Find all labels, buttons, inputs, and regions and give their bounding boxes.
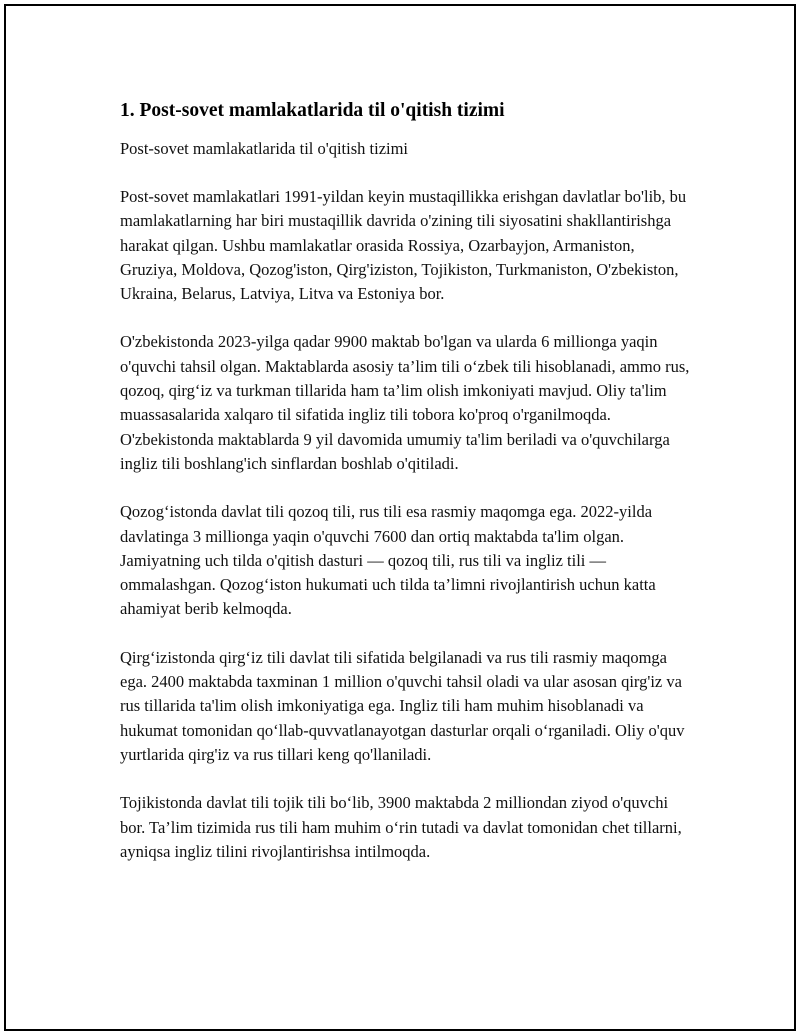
paragraph-overview: Post-sovet mamlakatlari 1991-yildan keyin mustaqillikka erishgan davlatlar bo'lib, bu mamlakatlarning har biri mustaqillik davrida o'zining tili siyosatini shakllantirishga harakat qilgan. Ushbu mamlakatlar orasida Rossiya, Ozarbayjon, Armaniston, Gruziya, Moldova, Qozog'iston, Qirg'iziston, Tojikiston, Turkmaniston, O'zbekiston, Ukraina, Belarus, Latviya, Litva va Estoniya bor. bbox=[120, 187, 687, 304]
paragraph-kazakhstan: Qozog‘istonda davlat tili qozoq tili, rus tili esa rasmiy maqomga ega. 2022-yilda davlatinga 3 millionga yaqin o'quvchi 7600 dan ortiq maktabda ta'lim olgan. Jamiyatning uch tilda o'qitish dasturi — qozoq tili, rus tili va ingliz tili — ommalashgan. Qozog‘iston hukumati uch tilda ta’limni rivojlantirish uchun katta ahamiyat berib kelmoqda. bbox=[120, 502, 656, 619]
document-heading: 1. Post-sovet mamlakatlarida til o'qitish tizimi bbox=[120, 100, 505, 121]
document-body bbox=[120, 98, 695, 888]
page-frame bbox=[4, 4, 796, 1031]
paragraph-tajikistan: Tojikistonda davlat tili tojik tili bo‘lib, 3900 maktabda 2 milliondan ziyod o'quvchi bor. Ta’lim tizimida rus tili ham muhim o‘rin tutadi va davlat tomonidan chet tillarni, ayniqsa ingliz tilini rivojlantirishsa intilmoqda. bbox=[120, 793, 682, 861]
paragraph-uzbekistan: O'zbekistonda 2023-yilga qadar 9900 maktab bo'lgan va ularda 6 millionga yaqin o'quvchi tahsil olgan. Maktablarda asosiy ta’lim tili o‘zbek tili hisoblanadi, ammo rus, qozoq, qirg‘iz va turkman tillarida ham ta’lim olish imkoniyati mavjud. Oliy ta'lim muassasalarida xalqaro til sifatida ingliz tili tobora ko'proq o'rganilmoqda. O'zbekistonda maktablarda 9 yil davomida umumiy ta'lim beriladi va o'quvchilarga ingliz tili boshlang'ich sinflardan boshlab o'qitiladi. bbox=[120, 332, 690, 473]
document-subtitle: Post-sovet mamlakatlarida til o'qitish tizimi bbox=[120, 139, 409, 158]
paragraph-kyrgyzstan: Qirg‘izistonda qirg‘iz tili davlat tili sifatida belgilanadi va rus tili rasmiy maqomga ega. 2400 maktabda taxminan 1 million o'quvchi tahsil oladi va ular asosan qirg'iz va rus tillarida ta'lim olish imkoniyatiga ega. Ingliz tili ham muhim hisoblanadi va hukumat tomonidan qo‘llab-quvvatlanayotgan dasturlar orqali o‘rganiladi. Oliy o'quv yurtlarida qirg'iz va rus tillari keng qo'llaniladi. bbox=[120, 647, 685, 764]
